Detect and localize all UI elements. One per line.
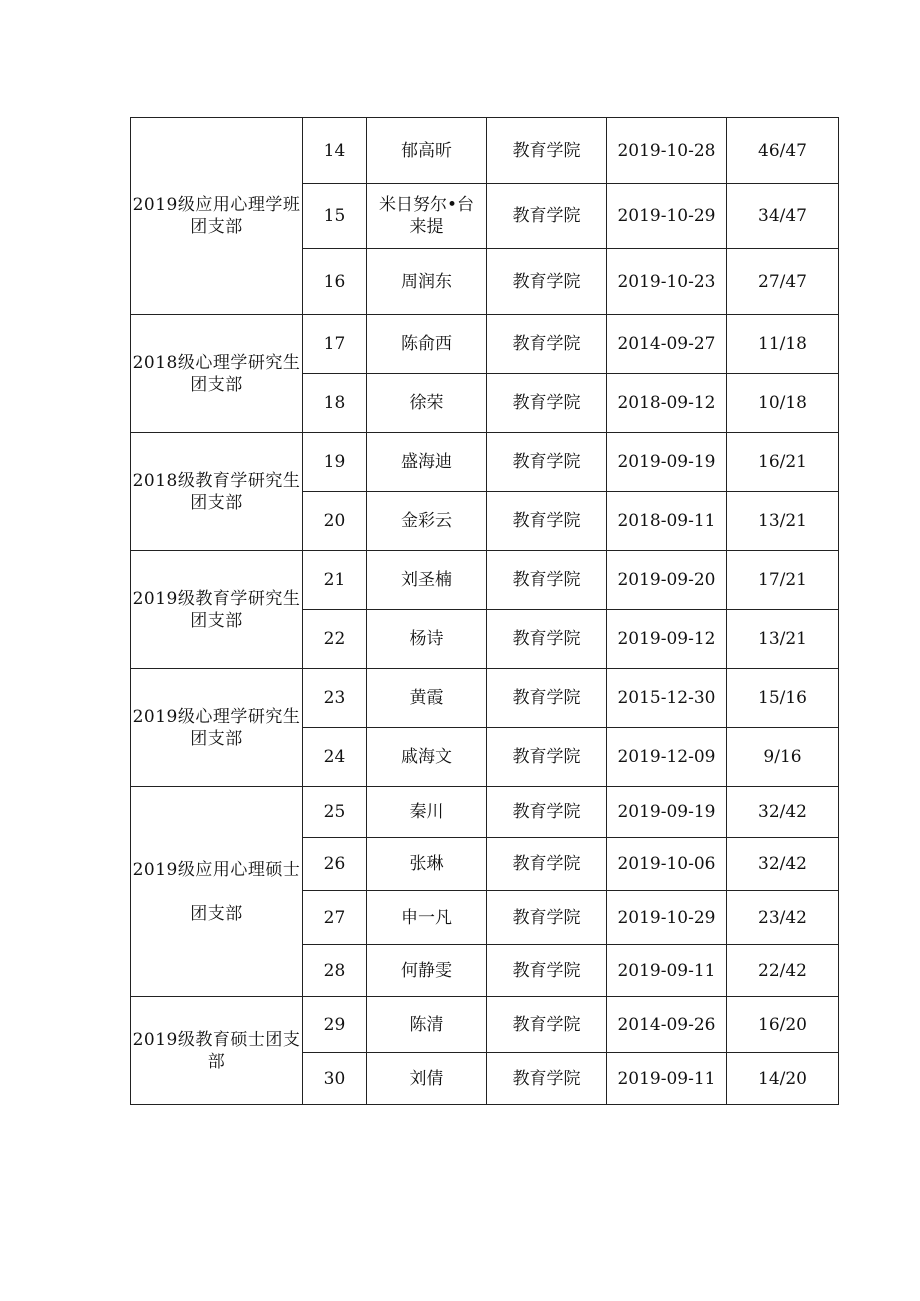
rank-cell: 15/16	[727, 669, 839, 728]
branch-cell: 2019级心理学研究生团支部	[131, 669, 303, 787]
name-cell	[367, 728, 487, 787]
college-cell: 教育学院	[487, 184, 607, 249]
date-cell: 2018-09-11	[607, 492, 727, 551]
rank-cell: 10/18	[727, 374, 839, 433]
number-cell: 30	[303, 1053, 367, 1105]
name-text: 黄霞	[409, 688, 444, 708]
member-table	[130, 117, 839, 1105]
number-cell: 23	[303, 669, 367, 728]
rank-cell: 46/47	[727, 118, 839, 184]
date-cell: 2015-12-30	[607, 669, 727, 728]
rank-cell: 16/20	[727, 997, 839, 1053]
date-cell: 2019-09-11	[607, 945, 727, 997]
date-cell: 2019-10-23	[607, 249, 727, 315]
number-cell: 26	[303, 838, 367, 891]
date-cell: 2019-10-06	[607, 838, 727, 891]
name-cell	[367, 315, 487, 374]
name-text: 秦川	[409, 802, 444, 822]
number-cell: 16	[303, 249, 367, 315]
table-row	[131, 787, 839, 838]
name-cell	[367, 997, 487, 1053]
number-cell: 29	[303, 997, 367, 1053]
date-cell: 2019-09-11	[607, 1053, 727, 1105]
branch-text: 2019级应用心理硕士团支部	[132, 859, 301, 924]
name-cell	[367, 184, 487, 249]
number-cell: 25	[303, 787, 367, 838]
date-cell: 2019-09-20	[607, 551, 727, 610]
name-text: 周润东	[401, 271, 452, 292]
name-cell	[367, 249, 487, 315]
number-cell: 18	[303, 374, 367, 433]
date-cell: 2018-09-12	[607, 374, 727, 433]
name-text: 陈清	[409, 1014, 444, 1035]
rank-cell: 32/42	[727, 838, 839, 891]
college-cell: 教育学院	[487, 492, 607, 551]
member-table-body	[131, 118, 839, 1105]
rank-cell: 34/47	[727, 184, 839, 249]
name-text: 盛海迪	[401, 452, 452, 472]
college-cell: 教育学院	[487, 610, 607, 669]
name-text: 金彩云	[401, 511, 452, 531]
number-cell: 27	[303, 891, 367, 945]
branch-cell	[131, 787, 303, 997]
rank-cell: 13/21	[727, 610, 839, 669]
name-text: 刘倩	[409, 1068, 444, 1089]
college-cell: 教育学院	[487, 551, 607, 610]
rank-cell: 23/42	[727, 891, 839, 945]
name-cell	[367, 1053, 487, 1105]
name-text: 陈俞西	[401, 334, 452, 354]
date-cell: 2019-10-28	[607, 118, 727, 184]
name-cell	[367, 492, 487, 551]
name-cell	[367, 374, 487, 433]
name-text: 刘圣楠	[401, 570, 452, 590]
date-cell: 2019-09-19	[607, 433, 727, 492]
college-cell: 教育学院	[487, 838, 607, 891]
name-text: 米日努尔•台来提	[378, 195, 475, 237]
college-cell: 教育学院	[487, 728, 607, 787]
college-cell: 教育学院	[487, 1053, 607, 1105]
branch-cell: 2018级教育学研究生团支部	[131, 433, 303, 551]
college-cell: 教育学院	[487, 945, 607, 997]
branch-cell: 2018级心理学研究生团支部	[131, 315, 303, 433]
name-cell	[367, 551, 487, 610]
date-cell: 2014-09-27	[607, 315, 727, 374]
name-text: 郁高昕	[401, 140, 452, 161]
college-cell: 教育学院	[487, 891, 607, 945]
college-cell: 教育学院	[487, 374, 607, 433]
table-row	[131, 315, 839, 374]
branch-cell: 2019级教育硕士团支部	[131, 997, 303, 1105]
number-cell: 22	[303, 610, 367, 669]
name-cell	[367, 433, 487, 492]
date-cell: 2019-12-09	[607, 728, 727, 787]
college-cell: 教育学院	[487, 249, 607, 315]
name-text: 戚海文	[401, 747, 452, 767]
rank-cell: 11/18	[727, 315, 839, 374]
date-cell: 2019-10-29	[607, 184, 727, 249]
number-cell: 20	[303, 492, 367, 551]
number-cell: 14	[303, 118, 367, 184]
rank-cell: 17/21	[727, 551, 839, 610]
name-text: 何静雯	[401, 960, 452, 981]
name-text: 申一凡	[401, 907, 452, 928]
date-cell: 2019-09-19	[607, 787, 727, 838]
name-text: 徐荣	[409, 393, 444, 413]
branch-cell: 2019级教育学研究生团支部	[131, 551, 303, 669]
date-cell: 2014-09-26	[607, 997, 727, 1053]
rank-cell: 27/47	[727, 249, 839, 315]
name-text: 张琳	[409, 854, 444, 874]
name-text: 杨诗	[409, 629, 444, 649]
number-cell: 17	[303, 315, 367, 374]
branch-cell: 2019级应用心理学班团支部	[131, 118, 303, 315]
name-cell	[367, 610, 487, 669]
number-cell: 28	[303, 945, 367, 997]
table-row	[131, 997, 839, 1053]
name-cell	[367, 891, 487, 945]
table-row	[131, 433, 839, 492]
rank-cell: 9/16	[727, 728, 839, 787]
table-row	[131, 118, 839, 184]
name-cell	[367, 669, 487, 728]
college-cell: 教育学院	[487, 997, 607, 1053]
college-cell: 教育学院	[487, 669, 607, 728]
number-cell: 24	[303, 728, 367, 787]
rank-cell: 13/21	[727, 492, 839, 551]
name-cell	[367, 945, 487, 997]
number-cell: 15	[303, 184, 367, 249]
rank-cell: 32/42	[727, 787, 839, 838]
rank-cell: 16/21	[727, 433, 839, 492]
table-row	[131, 669, 839, 728]
rank-cell: 22/42	[727, 945, 839, 997]
college-cell: 教育学院	[487, 315, 607, 374]
name-cell	[367, 118, 487, 184]
name-cell	[367, 787, 487, 838]
number-cell: 21	[303, 551, 367, 610]
rank-cell: 14/20	[727, 1053, 839, 1105]
date-cell: 2019-09-12	[607, 610, 727, 669]
college-cell: 教育学院	[487, 433, 607, 492]
table-row	[131, 551, 839, 610]
college-cell: 教育学院	[487, 118, 607, 184]
number-cell: 19	[303, 433, 367, 492]
name-cell	[367, 838, 487, 891]
college-cell: 教育学院	[487, 787, 607, 838]
date-cell: 2019-10-29	[607, 891, 727, 945]
